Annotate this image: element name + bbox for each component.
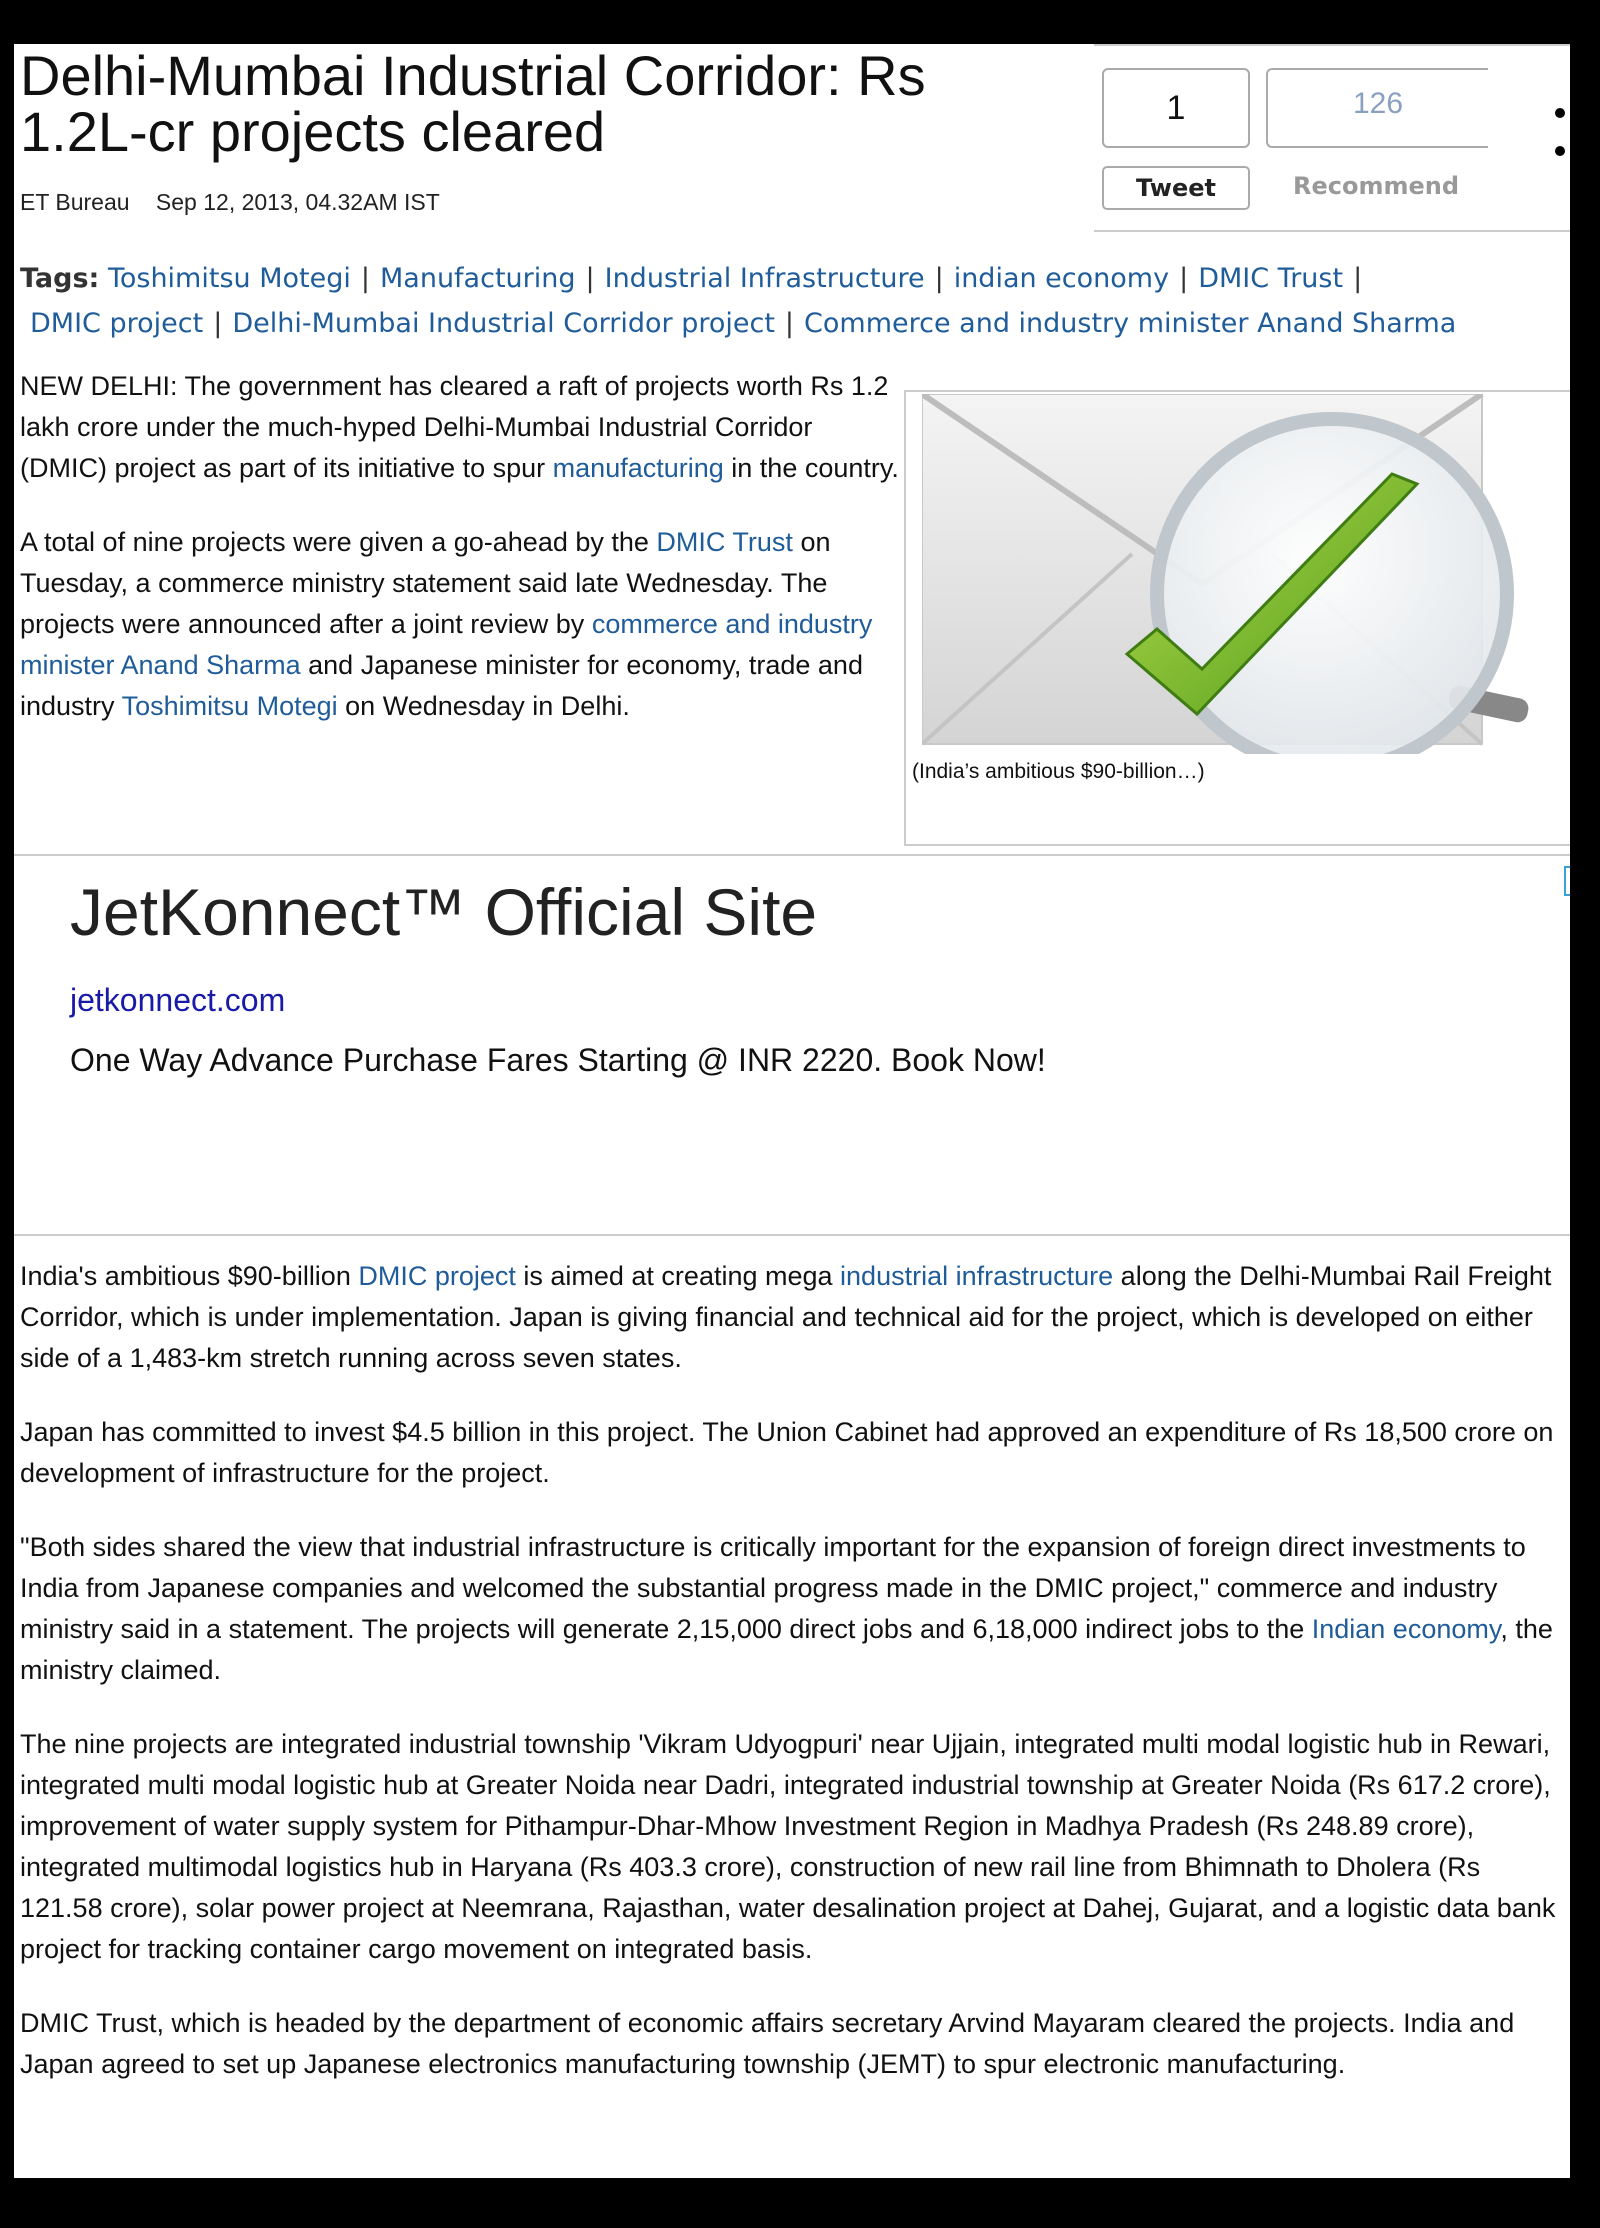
figure-caption: (India’s ambitious $90-billion…) (912, 760, 1205, 783)
recommend-button[interactable]: Recommend (1292, 172, 1460, 200)
paragraph: NEW DELHI: The government has cleared a raft of projects worth Rs 1.2 lakh crore under the much-hyped Delhi-Mumbai Industrial Corridor (DMIC) project as part of its initiative to spur manufacturing in the country. (20, 371, 899, 483)
inline-link[interactable]: commerce and industry minister Anand Sharma (20, 609, 873, 680)
inline-link[interactable]: DMIC Trust (656, 527, 793, 557)
envelope-check-icon (922, 394, 1562, 754)
bullet-icon (1555, 146, 1565, 156)
tag-link[interactable]: Manufacturing (379, 263, 576, 294)
paragraph: A total of nine projects were given a go-ahead by the DMIC Trust on Tuesday, a commerce ministry statement said late Wednesday. The projects were announced after a joint review by commerce and industry minister Anand Sharma and Japanese minister for economy, trade and industry Toshimitsu Motegi on Wednesday in Delhi. (20, 527, 873, 721)
paragraph: Japan has committed to invest $4.5 billion in this project. The Union Cabinet had approved an expenditure of Rs 18,500 crore on development of infrastructure for the project. (20, 1417, 1554, 1488)
ad-url[interactable]: jetkonnect.com (70, 982, 286, 1018)
tag-link[interactable]: Toshimitsu Motegi (107, 263, 351, 294)
article-page (14, 44, 1570, 2178)
tweet-button[interactable]: Tweet (1102, 166, 1250, 210)
tags-list: Tags: Toshimitsu Motegi | Manufacturing | Industrial Infrastructure | indian economy | DMIC Trust | DMIC project | Delhi-Mumbai Industrial Corridor project | Commerce and industry minister Anand Sharma (20, 263, 1457, 339)
publish-date: Sep 12, 2013, 04.32AM IST (155, 189, 440, 215)
inline-link[interactable]: Toshimitsu Motegi (121, 691, 338, 721)
inline-link[interactable]: DMIC project (358, 1261, 516, 1291)
paragraph: "Both sides shared the view that industrial infrastructure is critically important for the expansion of foreign direct investments to India from Japanese companies and welcomed the substantial progress made in the DMIC project," commerce and industry ministry said in a statement. The projects will generate 2,15,000 direct jobs and 6,18,000 indirect jobs to the Indian economy, the ministry claimed. (20, 1532, 1553, 1685)
inline-link[interactable]: manufacturing (552, 453, 724, 483)
lead-text (20, 366, 900, 760)
ad-text: One Way Advance Purchase Fares Starting @ INR 2220. Book Now! (70, 1042, 1046, 1078)
tag-link[interactable]: DMIC project (30, 308, 204, 339)
paragraph: India's ambitious $90-billion DMIC project is aimed at creating mega industrial infrastructure along the Delhi-Mumbai Rail Freight Corridor, which is under implementation. Japan is giving financial and technical aid for the project, which is developed on either side of a 1,483-km stretch running across seven states. (20, 1261, 1552, 1373)
inline-link[interactable]: industrial infrastructure (840, 1261, 1114, 1291)
inline-link[interactable]: Indian economy (1311, 1614, 1501, 1644)
tags-label: Tags: (20, 263, 100, 294)
author: ET Bureau (20, 189, 130, 215)
article-title: Delhi-Mumbai Industrial Corridor: Rs 1.2L-cr projects cleared (20, 44, 926, 163)
bullet-icon (1555, 108, 1565, 118)
tag-link[interactable]: indian economy (953, 263, 1170, 294)
ad-title[interactable]: JetKonnect™ Official Site (70, 875, 818, 949)
tweet-count: 1 (1102, 68, 1250, 148)
byline (20, 189, 440, 216)
tag-link[interactable]: Delhi-Mumbai Industrial Corridor project (232, 308, 775, 339)
tag-link[interactable]: DMIC Trust (1198, 263, 1344, 294)
tag-link[interactable]: Commerce and industry minister Anand Sharma (804, 308, 1457, 339)
ad-choices-icon[interactable] (1564, 866, 1570, 896)
divider (14, 1234, 1570, 1236)
ad-block[interactable] (14, 854, 1570, 1224)
paragraph: The nine projects are integrated industrial township 'Vikram Udyogpuri' near Ujjain, integrated multi modal logistic hub in Rewari, integrated multi modal logistic hub at Greater Noida near Dadri, integrated industrial township at Greater Noida (Rs 617.2 crore), improvement of water supply system for Pithampur-Dhar-Mhow Investment Region in Madhya Pradesh (Rs 248.89 crore), integrated multimodal logistics hub in Haryana (Rs 403.3 crore), construction of new rail line from Bhimnath to Dholera (Rs 121.58 crore), solar power project at Neemrana, Rajasthan, water desalination project at Dahej, Gujarat, and a logistic data bank project for tracking container cargo movement on integrated basis. (20, 1729, 1556, 1964)
share-bar (1094, 44, 1570, 232)
article-figure (904, 390, 1570, 846)
paragraph: DMIC Trust, which is headed by the department of economic affairs secretary Arvind Mayaram cleared the projects. India and Japan agreed to set up Japanese electronics manufacturing township (JEMT) to spur electronic manufacturing. (20, 2008, 1515, 2079)
tag-link[interactable]: Industrial Infrastructure (604, 263, 925, 294)
recommend-count: 126 (1266, 68, 1488, 148)
article-body (20, 1256, 1570, 2118)
